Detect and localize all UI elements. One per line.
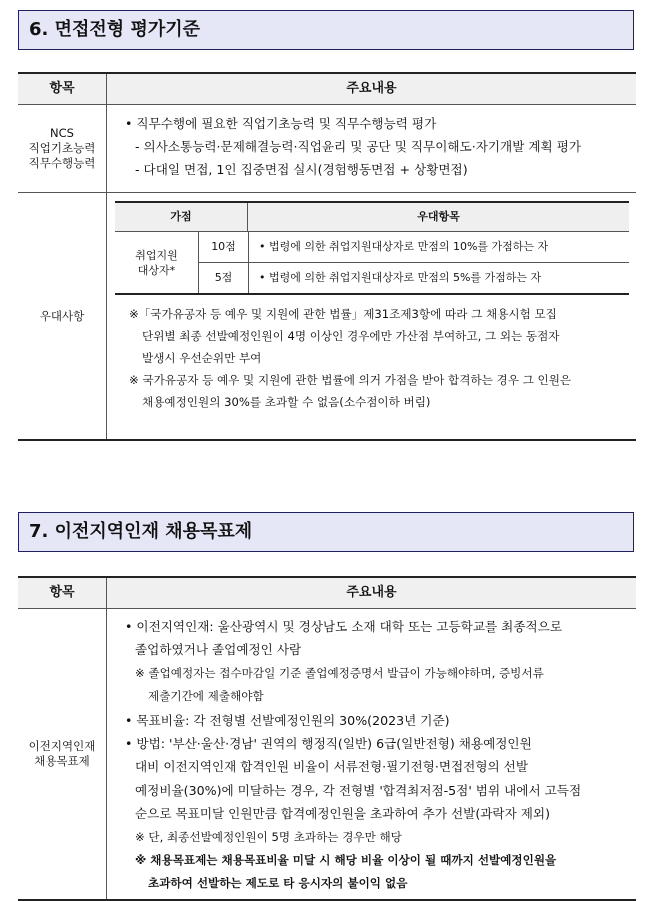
- content-line: 초과하여 선발하는 제도로 타 응시자의 불이익 없음: [148, 876, 408, 891]
- points-cell: 10점: [199, 232, 249, 262]
- description-cell: • 법령에 의한 취업지원대상자로 만점의 10%를 가점하는 자: [259, 240, 549, 253]
- preference-group-label: [115, 232, 199, 293]
- points-cell: 5점: [199, 263, 249, 293]
- header-item: 항목: [18, 74, 107, 104]
- label-line: 직업기초능력: [28, 141, 96, 155]
- content-line: - 의사소통능력·문제해결능력·직업윤리 및 공단 및 직무이해도·자기개발 계획 평가: [135, 139, 582, 154]
- note-line: ※「국가유공자 등 예우 및 지원에 관한 법률」제31조제3항에 따라 그 채용시험 모집: [129, 307, 557, 321]
- preference-table-header: [115, 203, 629, 232]
- section-7-title: 7. 이전지역인재 채용목표제: [18, 512, 634, 552]
- content-line: • 방법: '부산·울산·경남' 권역의 행정직(일반) 6급(일반전형) 채용예정인원: [125, 736, 532, 752]
- table-row-preference: [18, 193, 636, 439]
- content-line: - 다대일 면접, 1인 집중면접 실시(경험행동면접 + 상황면접): [135, 162, 468, 177]
- content-line: 대비 이전지역인재 합격인원 비율이 서류전형·필기전형·면접전형의 선발: [135, 759, 528, 775]
- note-line: ※ 국가유공자 등 예우 및 지원에 관한 법률에 의거 가점을 받아 합격하는 경우 그 인원은: [129, 373, 572, 387]
- header-content: 주요내용: [346, 585, 397, 600]
- content-line: • 직무수행에 필요한 직업기초능력 및 직무수행능력 평가: [125, 116, 437, 131]
- preference-row: [199, 232, 629, 263]
- row-label-preference: 우대사항: [18, 193, 107, 439]
- section-7-table: [18, 576, 636, 901]
- row-content-preference: [107, 193, 636, 439]
- table-row-ncs: [18, 105, 636, 193]
- content-line: ※ 단, 최종선발예정인원이 5명 초과하는 경우만 해당: [135, 829, 402, 844]
- note-line: 발생시 우선순위만 부여: [142, 351, 262, 365]
- row-label-local-talent: [18, 609, 107, 899]
- section-6-table: [18, 72, 636, 441]
- preference-row: [199, 263, 629, 293]
- label-line: 이전지역인재: [28, 739, 96, 753]
- header-points: 가점: [115, 203, 248, 231]
- note-line: 채용예정인원의 30%를 초과할 수 없음(소수점이하 버림): [142, 395, 431, 409]
- table-row-local-talent: [18, 609, 636, 899]
- content-line: 졸업하였거나 졸업예정인 사람: [135, 642, 302, 658]
- preference-table: [115, 201, 629, 295]
- content-line: ※ 채용목표제는 채용목표비율 미달 시 해당 비율 이상이 될 때까지 선발예정인원을: [135, 853, 557, 868]
- header-content: 주요내용: [346, 81, 397, 96]
- group-line: 대상자*: [137, 263, 176, 277]
- header-items: 우대항목: [417, 210, 460, 223]
- group-line: 취업지원: [135, 248, 178, 262]
- content-line: ※ 졸업예정자는 접수마감일 기준 졸업예정증명서 발급이 가능해야하며, 증빙서류: [135, 665, 544, 680]
- content-line: 예정비율(30%)에 미달하는 경우, 각 전형별 '합격최저점-5점' 범위 내에서 고득점: [135, 782, 582, 798]
- note-line: 단위별 최종 선발예정인원이 4명 이상인 경우에만 가산점 부여하고, 그 외는 동점자: [142, 329, 560, 343]
- content-line: 순으로 목표미달 인원만큼 합격예정인원을 초과하여 추가 선발(과락자 제외): [135, 806, 550, 822]
- content-line: • 이전지역인재: 울산광역시 및 경상남도 소재 대학 또는 고등학교를 최종적으로: [125, 619, 562, 634]
- row-content-ncs: [107, 105, 636, 192]
- label-line: 직무수행능력: [28, 156, 96, 170]
- header-item: 항목: [18, 578, 107, 608]
- row-content-local-talent: [107, 609, 636, 899]
- description-cell: • 법령에 의한 취업지원대상자로 만점의 5%를 가점하는 자: [259, 271, 542, 284]
- section-6-title: 6. 면접전형 평가기준: [18, 10, 634, 50]
- content-line: • 목표비율: 각 전형별 선발예정인원의 30%(2023년 기준): [125, 712, 450, 728]
- table-header: [18, 74, 636, 105]
- table-header: [18, 578, 636, 609]
- label-line: NCS: [50, 126, 74, 140]
- label-line: 채용목표제: [34, 754, 90, 768]
- content-line: 제출기간에 제출해야함: [148, 689, 264, 704]
- row-label-ncs: [18, 105, 107, 192]
